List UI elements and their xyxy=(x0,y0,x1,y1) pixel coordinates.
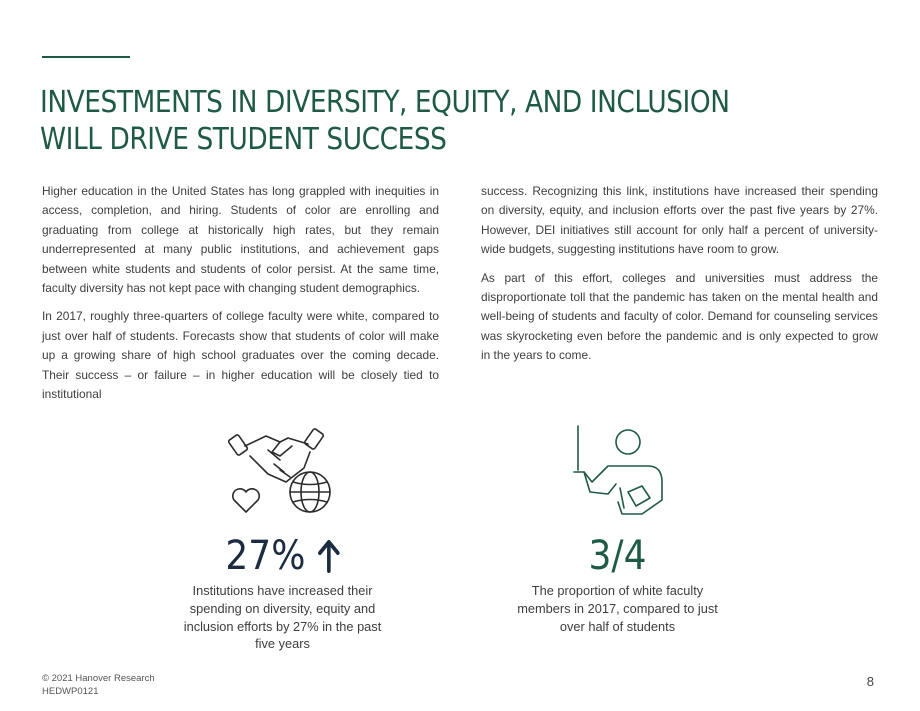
footer-copyright: © 2021 Hanover Research xyxy=(42,673,155,684)
footer xyxy=(42,673,155,698)
page-title xyxy=(40,84,730,158)
page-number: 8 xyxy=(866,674,874,689)
stat-caption: The proportion of white faculty members in 2017, compared to just over half of students xyxy=(517,583,718,634)
footer-doc-code: HEDWP0121 xyxy=(42,685,99,697)
handshake-heart-globe-icon xyxy=(228,422,338,522)
paragraph: Higher education in the United States has long grappled with inequities in access, completion, and hiring. Students of color are enrolling and graduating from college at historically high rates, but they remain underrepresented at many public institutions, and achievement gaps between white students and students of color persist. At the same time, faculty diversity has not kept pace with changing student demographics. xyxy=(42,184,439,296)
stat-value xyxy=(172,534,393,578)
stat-dei-spending xyxy=(160,412,405,653)
stat-white-faculty xyxy=(495,412,740,635)
paragraph: In 2017, roughly three-quarters of college faculty were white, compared to just over half of students. Forecasts show that students of color will make up a growing share of high school graduates over the coming decade. Their success – or failure – in higher education will be closely tied to institutional xyxy=(42,309,439,402)
page-title-line-1: INVESTMENTS IN DIVERSITY, EQUITY, AND INCLUSION xyxy=(40,85,730,120)
arrow-up-icon xyxy=(318,539,340,573)
stat-value-text: 27% xyxy=(225,533,306,579)
paragraph: As part of this effort, colleges and universities must address the disproportionate toll that the pandemic has taken on the mental health and well-being of students and faculty of color. Demand for counseling services was skyrocketing even before the pandemic and is only expected to grow in the years to come. xyxy=(481,270,878,363)
stat-caption: Institutions have increased their spending on diversity, equity and inclusion efforts by 27% in the past five years xyxy=(183,583,382,652)
body-column-left xyxy=(42,182,439,413)
paragraph: success. Recognizing this link, institutions have increased their spending on diversity, equity, and inclusion efforts over the past five years by 27%. However, DEI initiatives still account for only half a percent of university-wide budgets, suggesting institutions have room to grow. xyxy=(481,184,878,257)
title-accent-rule xyxy=(42,56,130,58)
teacher-pointer-icon xyxy=(568,422,668,522)
page-title-line-2: WILL DRIVE STUDENT SUCCESS xyxy=(40,122,447,157)
stat-value-text: 3/4 xyxy=(588,533,647,579)
body-column-right xyxy=(481,182,878,375)
stat-value xyxy=(507,534,728,578)
